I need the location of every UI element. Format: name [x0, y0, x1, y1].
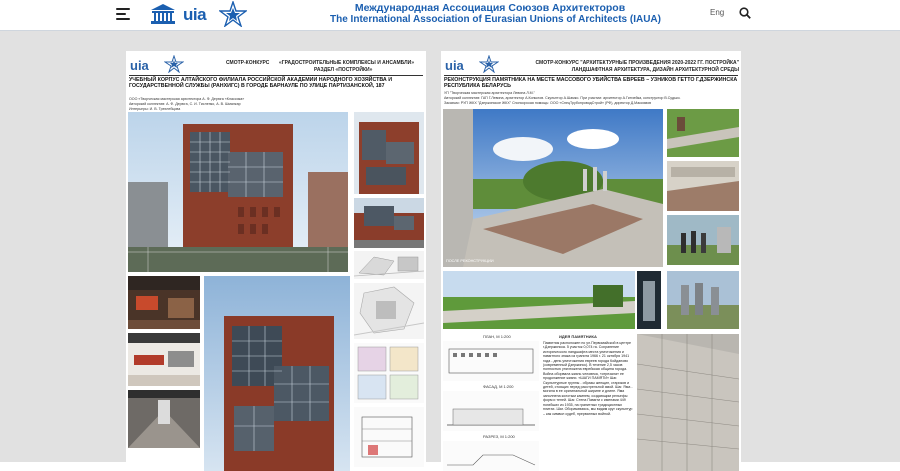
poster-ranepa-barnaul[interactable] — [126, 51, 426, 471]
poster-credit-1: ООО «Творческая мастерская архитектора А. Ф. Дерюга «Классика» — [129, 97, 245, 101]
uia-logo[interactable]: uia — [183, 5, 207, 24]
memorial-wall-photo — [443, 271, 635, 329]
menu-icon[interactable] — [116, 8, 130, 20]
building-street-photo — [354, 198, 424, 248]
main-building-photo — [128, 112, 348, 272]
poster-star-logo — [164, 55, 184, 73]
interior-photo-1 — [128, 276, 200, 329]
poster-project-title: РЕКОНСТРУКЦИЯ ПАМЯТНИКА НА МЕСТЕ МАССОВОГО УБИЙСТВА ЕВРЕЕВ – УЗНИКОВ ГЕТТО Г.ДЗЕРЖИНСКА РЕСПУБЛИКА БЕЛАРУСЬ — [444, 77, 738, 90]
poster-project-title: УЧЕБНЫЙ КОРПУС АЛТАЙСКОГО ФИЛИАЛА РОССИЙСКОЙ АКАДЕМИИ НАРОДНОГО ХОЗЯЙСТВА И ГОСУДАРСТВЕННОЙ СЛУЖБЫ (РАНХИГС) В ГОРОДЕ БАРНАУЛЕ ПО УЛИЦЕ ПАРТИЗАНСКОЙ, 187 — [129, 77, 393, 90]
poster-uia-logo: uia — [130, 58, 149, 73]
poster-category: ЛАНДШАФТНАЯ АРХИТЕКТУРА, ДИЗАЙН АРХИТЕКТУРНОЙ СРЕДЫ — [571, 67, 739, 73]
idea-text: Памятник расположен по ул.Первомайской в центре г.Дзержинска. 5 участок 0,074 га. Сохранение исторического ландшафта места уничтожения и памятного знака из гранита 1966 г. 21 октября 1941 года - день уничтожения евреев города Койданово (современный Дзержинск). В течение 2,5 часов полностью уничтожена еврейская община города. Война оборвала жизнь человека, «отрезала» ее продолжение жизни. «ШАГИ ПАМЯТИ» Шаг. Скульптурные группы - образы женщин, стариков и детей, стоящих перед расстрельной ямой. Шаг. Яма - могила в ее оригинальной ширине и длине. Яма заполнена колотым камнем, создающим рельефы форм и теней. Шаг. Стена Памяти с именами 449 погибших из 1935, на гранитных традиционных плитах. Шаг. Оборачиваясь, мы видим круг скульптур – как символ судеб, прерванных войной. — [543, 341, 633, 416]
section-drawing — [443, 441, 539, 471]
facade-label: ФАСАД, М 1:200 — [483, 384, 514, 389]
memorial-photo-people — [667, 215, 739, 265]
floor-plans-drawing — [354, 343, 424, 403]
poster-dzerzhinsk-memorial[interactable] — [441, 51, 741, 471]
building-facade-photo — [204, 276, 350, 471]
photo-caption: ПОСЛЕ РЕКОНСТРУКЦИИ — [446, 259, 494, 263]
memorial-wall-closeup — [637, 334, 739, 471]
iaua-star-logo[interactable] — [219, 1, 247, 27]
memorial-sculpture-photo — [637, 271, 661, 329]
memorial-photo-stones — [667, 161, 739, 211]
site-plan-drawing-2 — [354, 283, 424, 339]
site-title-ru[interactable]: Международная Ассоциация Союзов Архитекторов — [354, 2, 626, 14]
site-plan-drawing-1 — [354, 251, 424, 279]
poster-credit-1: УП "Творческая мастерская архитектора Левина Л.М." — [444, 91, 535, 95]
interior-photo-3 — [128, 390, 200, 448]
site-header — [0, 0, 900, 31]
section-label: РАЗРЕЗ, М 1:200 — [483, 434, 515, 439]
poster-section: РАЗДЕЛ «ПОСТРОЙКИ» — [314, 67, 373, 73]
facade-drawing — [443, 391, 539, 431]
poster-contest: СМОТР-КОНКУРС — [226, 60, 270, 66]
search-icon[interactable] — [739, 7, 751, 19]
unesco-logo[interactable] — [150, 3, 176, 25]
interior-photo-2 — [128, 333, 200, 386]
site-title-en[interactable]: The International Association of Eurasian Unions of Architects (IAUA) — [330, 14, 661, 25]
gallery-area — [0, 31, 900, 462]
poster-star-logo — [479, 55, 499, 73]
poster-credit-3: Заказчик: РУП ЖКХ "Дзержинское ЖКХ" Спонсорская помощь: ООО «СпецТрубопроводСтрой» (РФ), директор Д.Максимов — [444, 101, 652, 105]
poster-credit-2: Авторский коллектив: А. Ф. Дерюга, С. И. Тисленко, А. В. Шмалкар — [129, 102, 241, 106]
building-detail-photo — [354, 112, 424, 194]
section-drawing — [354, 407, 424, 467]
poster-category: «ГРАДОСТРОИТЕЛЬНЫЕ КОМПЛЕКСЫ И АНСАМБЛИ» — [279, 60, 415, 66]
memorial-main-photo — [443, 109, 663, 267]
poster-credit-3: Интерьеры: И. В. Трехлебцова — [129, 107, 181, 111]
memorial-photo-aerial — [667, 109, 739, 157]
plan-label: ПЛАН, М 1:200 — [483, 334, 511, 339]
plan-drawing — [443, 341, 539, 381]
poster-credit-2: Авторский коллектив: ГАП Г.Левина, архитектор А.Копылов. Скульптор А.Шамко. При участии: архитектор А.Гинчейка, конструктор В.Судько. — [444, 96, 681, 100]
memorial-figures-photo — [667, 271, 739, 329]
language-switch[interactable]: Eng — [710, 8, 725, 17]
poster-divider — [444, 75, 738, 76]
poster-uia-logo: uia — [445, 58, 464, 73]
poster-contest: СМОТР-КОНКУРС "АРХИТЕКТУРНЫЕ ПРОИЗВЕДЕНИЯ 2020-2022 ГГ. ПОСТРОЙКА" — [535, 60, 739, 66]
idea-title: ИДЕЯ ПАМЯТНИКА — [559, 334, 597, 339]
poster-divider — [129, 75, 423, 76]
